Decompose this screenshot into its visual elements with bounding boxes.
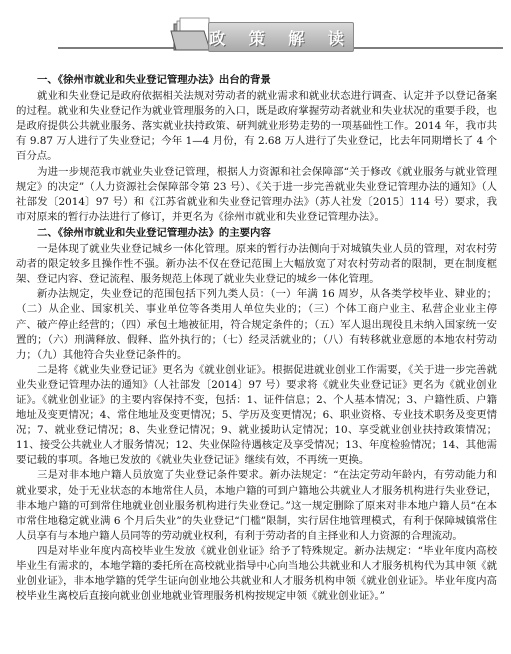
paragraph: 四是对毕业年度内高校毕业生发放《就业创业证》给予了特殊规定。新办法规定：“毕业年度内高校毕业生有需求的，本地学籍的委托所在高校就业指导中心向当地公共就业和人才服务机构代为其申领《就业创业证》，非本地学籍的凭学生证向创业地公共就业和人才服务机构申领《就业创业证》。毕业年度内高校毕业生离校后直接向就业创业地就业管理服务机构按规定申领《就业创业证》。”: [16, 544, 497, 603]
section-heading: 一、《徐州市就业和失业登记管理办法》出台的背景: [37, 74, 271, 86]
paragraph: 一是体现了就业失业登记城乡一体化管理。原来的暂行办法侧向于对城镇失业人员的管理，对农村劳动者的限定较多且操作性不强。新办法不仅在登记范围上大幅放宽了对农村劳动者的限制，更在制度框架、登记内容、登记流程、服务规范上体现了就业失业登记的城乡一体化管理。: [16, 243, 497, 286]
paragraph: 为进一步规范我市就业失业登记管理，根据人力资源和社会保障部“关于修改《就业服务与就业管理规定》的决定”（人力资源社会保障部令第 23 号）、《关于进一步完善就业失业登记管理办法的通知》（人社部发〔2014〕97 号）和《江苏省就业和失业登记管理办法》（苏人社发〔2015〕114 号）要求，我市对原来的暂行办法进行了修订，并更名为《徐州市就业和失业登记管理办法》。: [16, 165, 497, 223]
paragraph: 三是对非本地户籍人员放宽了失业登记条件要求。新办法规定：“在法定劳动年龄内，有劳动能力和就业要求，处于无业状态的本地常住人员，本地户籍的可到户籍地公共就业人才服务机构进行失业登记，非本地户籍的可到常住地就业创业服务机构进行失业登记。”这一规定删除了原来对非本地户籍人员“在本市常住地稳定就业满 6 个月后失业”的失业登记“门槛”限制，实行居住地管理模式，有利于保障城镇常住人员享有与本地户籍人员同等的劳动就业权利，有利于劳动者的自主择业和人力资源的合理流动。: [16, 469, 497, 542]
page-header: [0, 0, 511, 62]
paragraph: 新办法规定，失业登记的范围包括下列九类人员：（一）年满 16 周岁，从各类学校毕业、肄业的；（二）从企业、国家机关、事业单位等各类用人单位失业的；（三）个体工商户业主、私营企业业主停产、破产停止经营的；（四）承包土地被征用，符合规定条件的；（五）军人退出现役且未纳入国家统一安置的；（六）刑满释放、假释、监外执行的；（七）经灵活就业的；（八）有转移就业意愿的本地农村劳动力；（九）其他符合失业登记条件的。: [16, 288, 497, 361]
paragraph: 就业和失业登记是政府依据相关法规对劳动者的就业需求和就业状态进行调查、认定并予以登记备案的过程。就业和失业登记作为就业管理服务的入口，既是政府掌握劳动者就业和失业状况的重要手段，也是政府提供公共就业服务、落实就业扶持政策、研判就业形势走势的一项基础性工作。2014 年，我市共有 9.87 万人进行了失业登记；今年 1—4 月份，有 2.68 万人进行了失业登记，比去年同期增长了 4 个百分点。: [16, 90, 497, 163]
article-body: [16, 72, 497, 604]
section-heading: 二、《徐州市就业和失业登记管理办法》的主要内容: [37, 226, 271, 239]
page-title: 政 策 解 读: [208, 22, 354, 52]
paragraph: 二是将《就业失业登记证》更名为《就业创业证》。根据促进就业创业工作需要，《关于进一步完善就业失业登记管理办法的通知》（人社部发〔2014〕97 号）要求将《就业失业登记证》更名为《就业创业证》。《就业创业证》的主要内容保持不变，包括：1、证件信息；2、个人基本情况；3、户籍性质、户籍地址及变更情况；4、常住地址及变更情况；5、学历及变更情况；6、职业资格、专业技术职务及变更情况；7、就业登记情况；8、失业登记情况；9、就业援助认定情况；10、享受就业创业扶持政策情况；11、接受公共就业人才服务情况；12、失业保险待遇核定及享受情况；13、年度检验情况；14、其他需要记载的事项。各地已发放的《就业失业登记证》继续有效，不再统一更换。: [16, 363, 497, 467]
